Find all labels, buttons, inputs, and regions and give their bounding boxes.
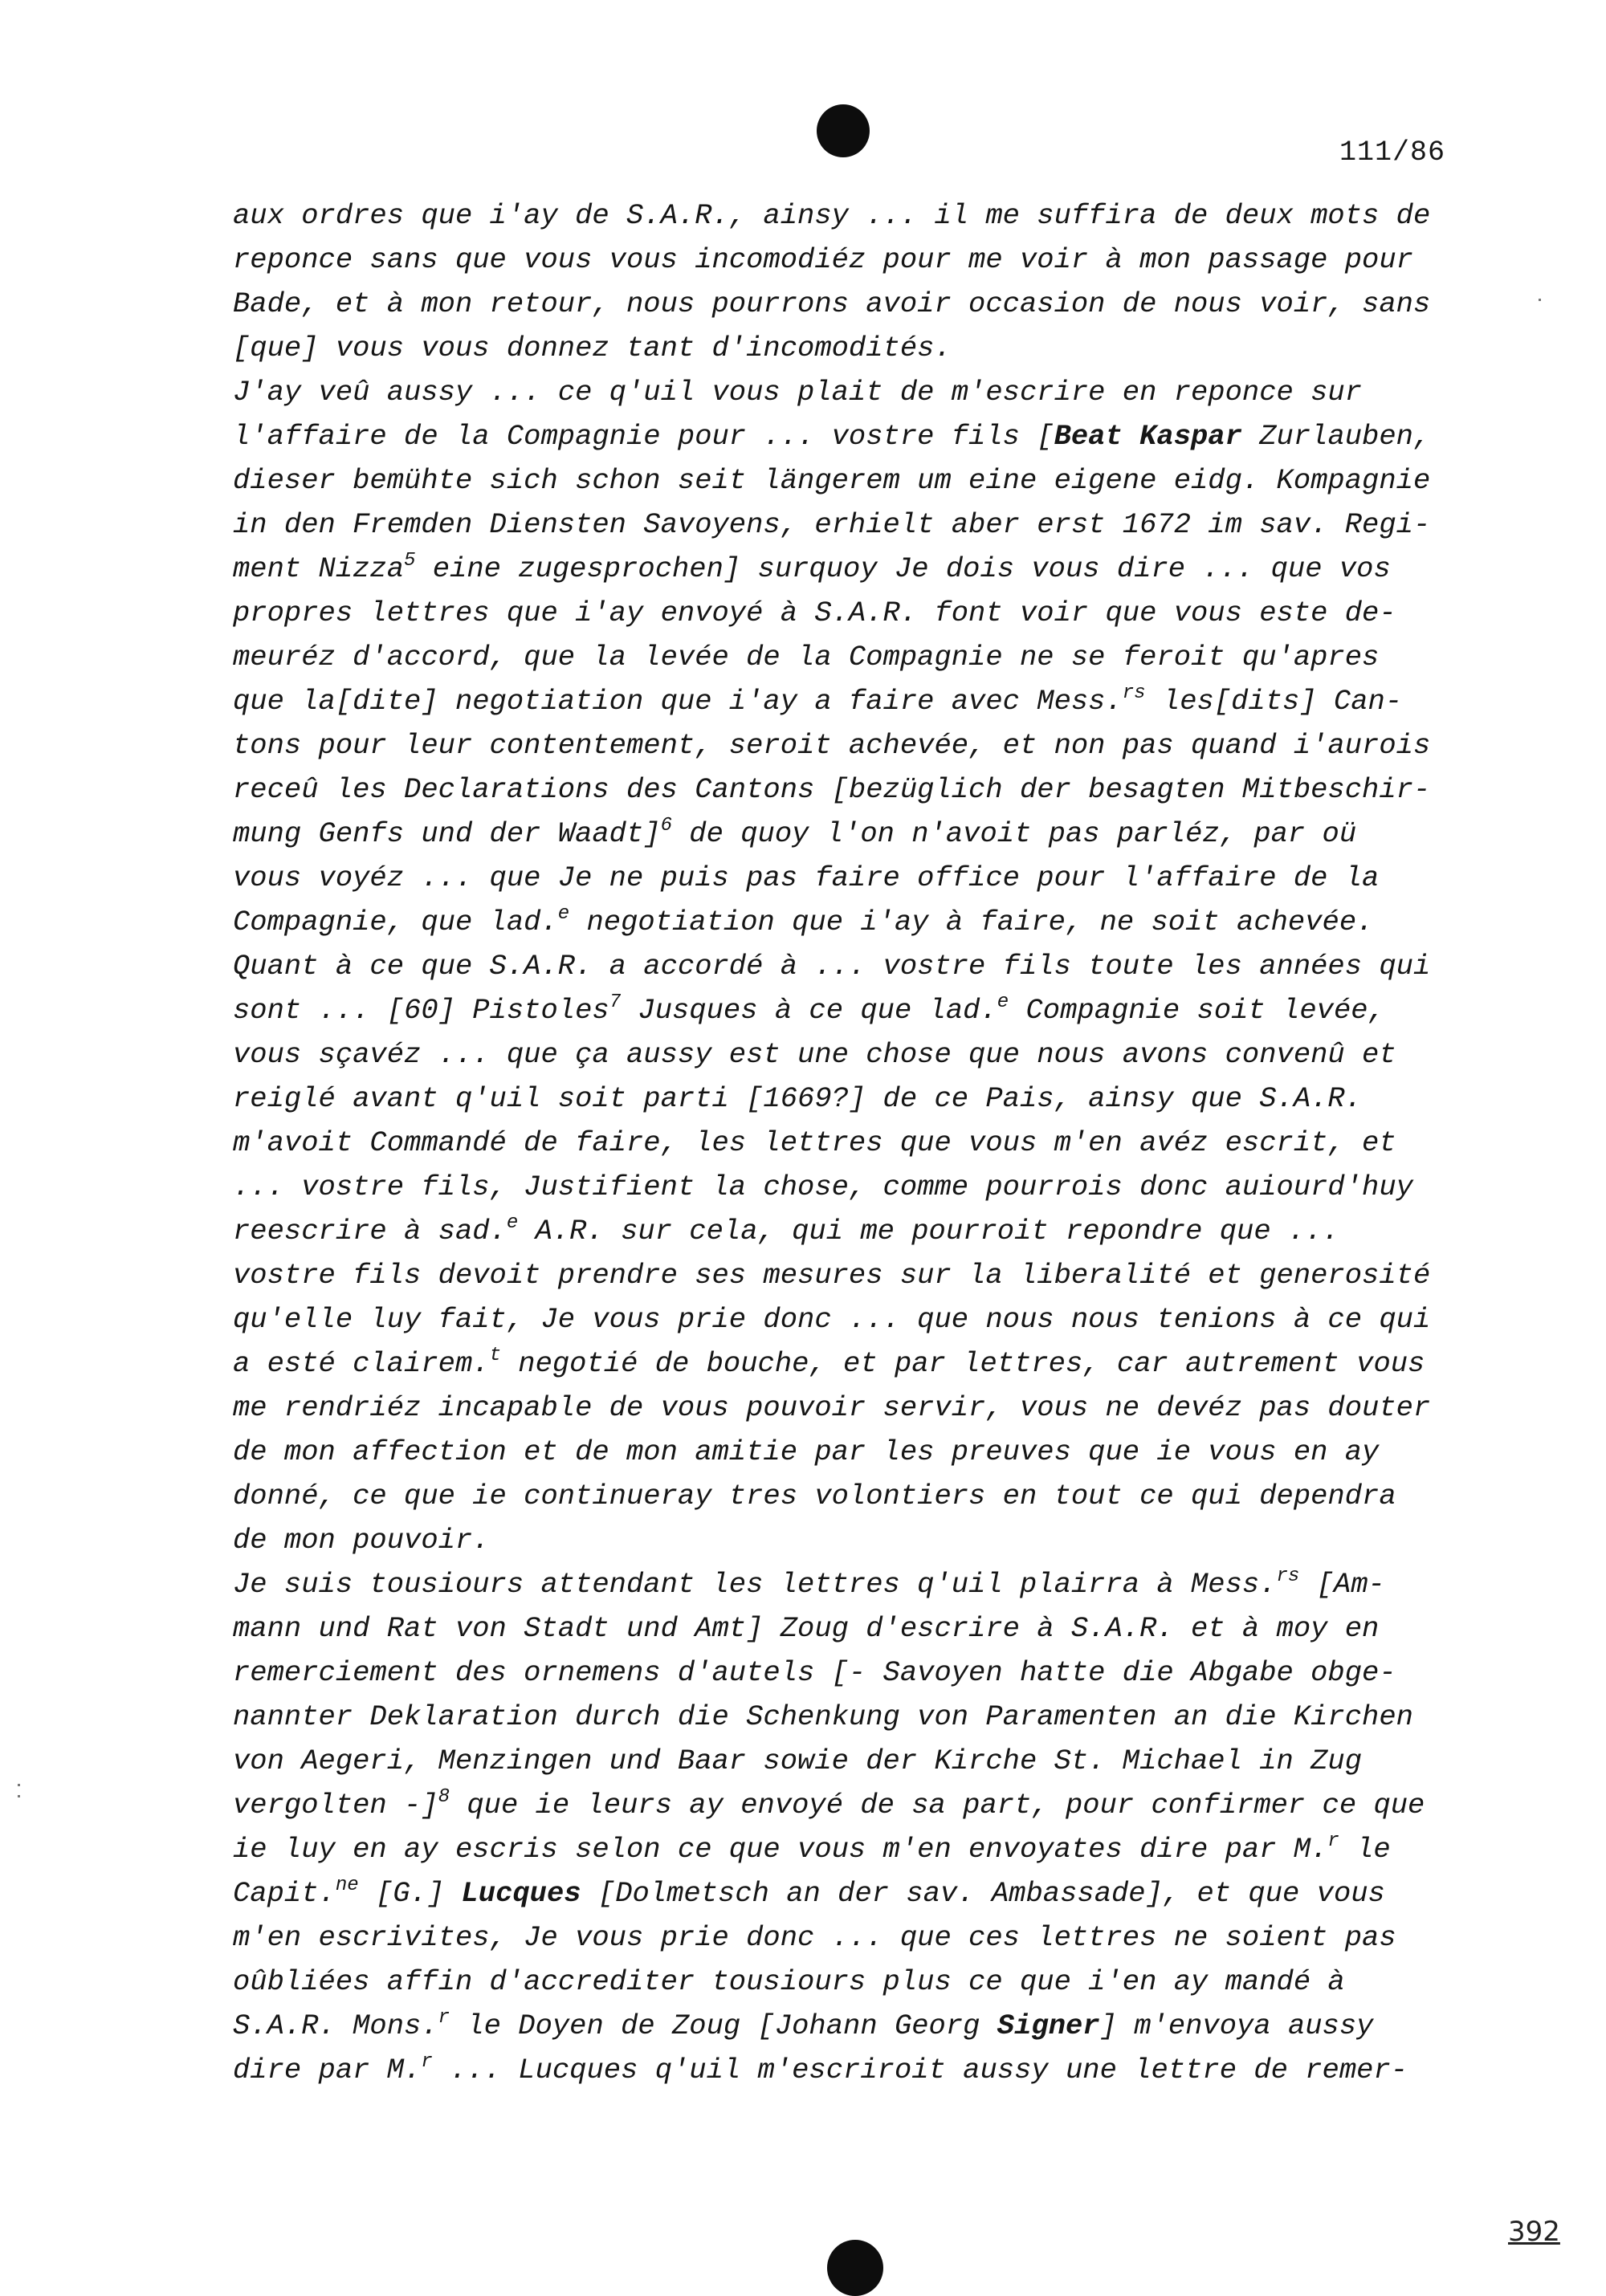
text-run: aux ordres que i'ay de S.A.R., ainsy ... il me suffira de deux mots de (233, 199, 1431, 232)
text-run: vostre fils devoit prendre ses mesures sur la liberalité et generosité (233, 1259, 1431, 1292)
text-line (233, 1297, 1566, 1341)
text-line (233, 238, 1566, 282)
text-run: ] m'envoya aussy (1099, 2009, 1374, 2042)
text-run: ... vostre fils, Justifient la chose, comme pourrois donc auiourd'huy (233, 1170, 1413, 1203)
text-line (233, 1474, 1566, 1518)
text-run: meuréz d'accord, que la levée de la Compagnie ne se feroit qu'apres (233, 641, 1380, 674)
text-line (233, 326, 1566, 370)
text-line (233, 1783, 1566, 1827)
text-run: ... Lucques q'uil m'escriroit aussy une lettre de remer- (432, 2054, 1408, 2086)
text-run: de mon affection et de mon amitie par les preuves que ie vous en ay (233, 1435, 1380, 1468)
text-line (233, 767, 1566, 812)
text-run: [G.] (358, 1877, 462, 1910)
text-run: dire par M. (233, 2054, 422, 2086)
bold-name: Lucques (461, 1877, 581, 1910)
superscript: r (438, 2007, 450, 2029)
superscript: rs (1122, 682, 1146, 704)
text-run: reescrire à sad. (233, 1215, 507, 1248)
superscript: rs (1276, 1565, 1300, 1587)
text-run: mann und Rat von Stadt und Amt] Zoug d'escrire à S.A.R. et à moy en (233, 1612, 1380, 1645)
text-run: a esté clairem. (233, 1347, 490, 1380)
superscript: e (506, 1212, 519, 1234)
punch-hole-bottom (827, 2240, 883, 2296)
text-line (233, 1032, 1566, 1077)
text-line (233, 1739, 1566, 1783)
text-run: nannter Deklaration durch die Schenkung von Paramenten an die Kirchen (233, 1700, 1413, 1733)
text-line (233, 1915, 1566, 1960)
text-line (233, 547, 1566, 591)
text-line (233, 370, 1566, 414)
text-line (233, 812, 1566, 856)
text-run: m'avoit Commandé de faire, les lettres que vous m'en avéz escrit, et (233, 1126, 1396, 1159)
text-run: vous voyéz ... que Je ne puis pas faire office pour l'affaire de la (233, 861, 1380, 894)
text-line (233, 1960, 1566, 2004)
text-run: oûbliées affin d'accrediter tousiours plus ce que i'en ay mandé à (233, 1965, 1345, 1998)
text-run: [Am- (1299, 1568, 1385, 1601)
text-run: von Aegeri, Menzingen und Baar sowie der Kirche St. Michael in Zug (233, 1744, 1363, 1777)
text-run: negotié de bouche, et par lettres, car autrement vous (500, 1347, 1425, 1380)
text-line (233, 1562, 1566, 1606)
text-run: vergolten -] (233, 1789, 438, 1822)
text-run: l'affaire de la Compagnie pour ... vostre fils [ (233, 420, 1054, 453)
text-line (233, 900, 1566, 944)
text-run: le (1339, 1833, 1391, 1866)
text-line (233, 944, 1566, 988)
text-run: remerciement des ornemens d'autels [- Savoyen hatte die Abgabe obge- (233, 1656, 1396, 1689)
text-line (233, 414, 1566, 458)
punch-hole-top (817, 104, 870, 157)
text-run: S.A.R. Mons. (233, 2009, 438, 2042)
text-run: receû les Declarations des Cantons [bezüglich der besagten Mitbeschir- (233, 773, 1431, 806)
text-run: Je suis tousiours attendant les lettres q'uil plairra à Mess. (233, 1568, 1277, 1601)
text-run: vous sçavéz ... que ça aussy est une chose que nous avons convenû et (233, 1038, 1396, 1071)
text-line (233, 193, 1566, 238)
text-line (233, 1651, 1566, 1695)
text-run: dieser bemühte sich schon seit längerem um eine eigene eidg. Kompagnie (233, 464, 1431, 497)
page-reference: 111/86 (1339, 136, 1446, 169)
scan-speck (18, 1784, 20, 1786)
superscript: r (421, 2051, 433, 2073)
text-run: ment Nizza (233, 552, 405, 585)
text-run: que la[dite] negotiation que i'ay a faire avec Mess. (233, 685, 1123, 718)
text-run: tons pour leur contentement, seroit achevée, et non pas quand i'aurois (233, 729, 1431, 762)
text-line (233, 1165, 1566, 1209)
text-run: Quant à ce que S.A.R. a accordé à ... vostre fils toute les années qui (233, 950, 1431, 983)
page-stamp: 392 (1508, 2216, 1560, 2248)
text-run: que ie leurs ay envoyé de sa part, pour confirmer ce que (450, 1789, 1425, 1822)
text-line (233, 503, 1566, 547)
superscript: 8 (438, 1786, 450, 1808)
text-line (233, 1827, 1566, 1871)
text-line (233, 1209, 1566, 1253)
text-run: ie luy en ay escris selon ce que vous m'en envoyates dire par M. (233, 1833, 1328, 1866)
text-run: A.R. sur cela, qui me pourroit repondre que ... (518, 1215, 1339, 1248)
text-line (233, 458, 1566, 503)
superscript: t (489, 1345, 501, 1366)
text-line (233, 1518, 1566, 1562)
superscript: e (997, 991, 1009, 1013)
text-line (233, 1695, 1566, 1739)
text-run: les[dits] Can- (1145, 685, 1403, 718)
text-line (233, 988, 1566, 1032)
text-line (233, 1121, 1566, 1165)
text-line (233, 635, 1566, 679)
text-run: [que] vous vous donnez tant d'incomodités. (233, 332, 952, 364)
superscript: ne (335, 1875, 359, 1896)
text-run: negotiation que i'ay à faire, ne soit achevée. (569, 906, 1374, 938)
text-run: de mon pouvoir. (233, 1524, 490, 1557)
text-run: mung Genfs und der Waadt] (233, 817, 661, 850)
text-run: sont ... [60] Pistoles (233, 994, 609, 1027)
text-line (233, 1386, 1566, 1430)
superscript: r (1327, 1830, 1339, 1852)
text-run: donné, ce que ie continueray tres volontiers en tout ce qui dependra (233, 1480, 1396, 1512)
text-line (233, 591, 1566, 635)
text-run: Compagnie soit levée, (1009, 994, 1385, 1027)
text-line (233, 1606, 1566, 1651)
text-run: Capit. (233, 1877, 336, 1910)
text-run: propres lettres que i'ay envoyé à S.A.R. font voir que vous este de- (233, 596, 1396, 629)
bold-name: Beat Kaspar (1054, 420, 1242, 453)
text-run: Zurlauben, (1241, 420, 1431, 453)
text-line (233, 282, 1566, 326)
text-run: reponce sans que vous vous incomodiéz pour me voir à mon passage pour (233, 243, 1413, 276)
text-run: Compagnie, que lad. (233, 906, 558, 938)
superscript: 7 (609, 991, 622, 1013)
scan-speck (18, 1795, 20, 1797)
text-run: qu'elle luy fait, Je vous prie donc ... que nous nous tenions à ce qui (233, 1303, 1431, 1336)
text-line (233, 1253, 1566, 1297)
text-run: Jusques à ce que lad. (621, 994, 997, 1027)
text-line (233, 856, 1566, 900)
text-run: reiglé avant q'uil soit parti [1669?] de ce Pais, ainsy que S.A.R. (233, 1082, 1363, 1115)
text-line (233, 1430, 1566, 1474)
superscript: e (557, 903, 570, 925)
scan-speck (1539, 299, 1541, 301)
text-run: m'en escrivites, Je vous prie donc ... que ces lettres ne soient pas (233, 1921, 1396, 1954)
text-run: [Dolmetsch an der sav. Ambassade], et que vous (581, 1877, 1385, 1910)
text-line (233, 1341, 1566, 1386)
text-line (233, 1077, 1566, 1121)
text-line (233, 2004, 1566, 2048)
letter-body (233, 193, 1566, 2092)
text-run: J'ay veû aussy ... ce q'uil vous plait de m'escrire en reponce sur (233, 376, 1363, 409)
text-run: de quoy l'on n'avoit pas parléz, par oü (672, 817, 1357, 850)
text-line (233, 723, 1566, 767)
bold-name: Signer (997, 2009, 1100, 2042)
text-line (233, 2048, 1566, 2092)
text-line (233, 1871, 1566, 1915)
text-run: le Doyen de Zoug [Johann Georg (450, 2009, 997, 2042)
text-run: in den Fremden Diensten Savoyens, erhielt aber erst 1672 im sav. Regi- (233, 508, 1431, 541)
text-run: Bade, et à mon retour, nous pourrons avoir occasion de nous voir, sans (233, 287, 1431, 320)
superscript: 6 (660, 815, 672, 837)
superscript: 5 (404, 550, 416, 572)
text-run: eine zugesprochen] surquoy Je dois vous dire ... que vos (415, 552, 1391, 585)
text-line (233, 679, 1566, 723)
text-run: me rendriéz incapable de vous pouvoir servir, vous ne devéz pas douter (233, 1391, 1431, 1424)
